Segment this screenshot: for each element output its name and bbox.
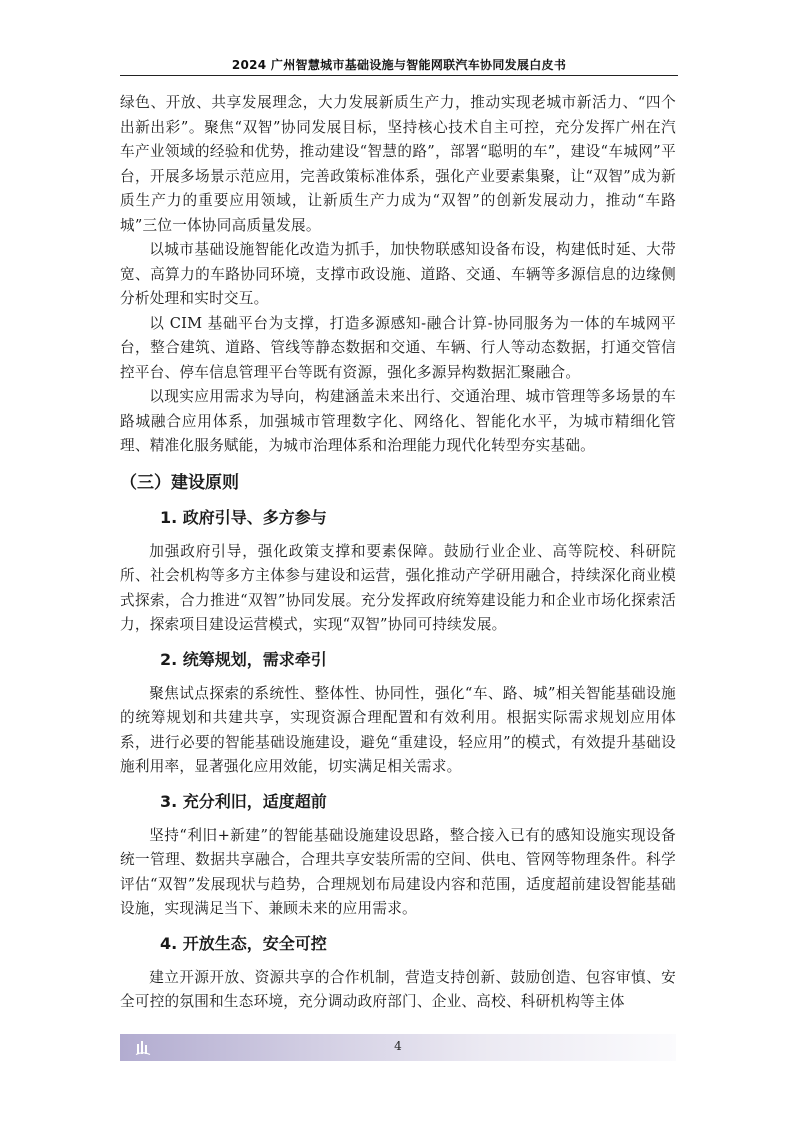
- body-paragraph: 以现实应用需求为导向，构建涵盖未来出行、交通治理、城市管理等多场景的车路城融合应用体系，加强城市管理数字化、网络化、智能化水平，为城市精细化管理、精准化服务赋能，为城市治理体系和治理能力现代化转型夯实基础。: [120, 388, 676, 454]
- principle-heading-3: 3. 充分利旧，适度超前: [160, 791, 327, 811]
- page-content: [120, 91, 676, 1015]
- body-paragraph: 绿色、开放、共享发展理念，大力发展新质生产力，推动实现老城市新活力、“四个出新出彩”。聚焦“双智”协同发展目标，坚持核心技术自主可控，充分发挥广州在汽车产业领域的经验和优势，推动建设“智慧的路”，部署“聪明的车”，建设“车城网”平台，开展多场景示范应用，完善政策标准体系，强化产业要素集聚，让“双智”成为新质生产力的重要应用领域，让新质生产力成为“双智”的创新发展动力，推动“车路城”三位一体协同高质量发展。: [120, 94, 676, 234]
- principle-heading-2: 2. 统筹规划，需求牵引: [160, 649, 327, 669]
- body-paragraph: 以 CIM 基础平台为支撑，打造多源感知-融合计算-协同服务为一体的车城网平台，整合建筑、道路、管线等静态数据和交通、车辆、行人等动态数据，打通交管信控平台、停车信息管理平台等既有资源，强化多源异构数据汇聚融合。: [120, 314, 676, 381]
- footer-bar: [120, 1034, 676, 1061]
- header-divider: [120, 75, 678, 76]
- body-paragraph: 以城市基础设施智能化改造为抓手，加快物联感知设备布设，构建低时延、大带宽、高算力的车路协同环境，支撑市政设施、道路、交通、车辆等多源信息的边缘侧分析处理和实时交互。: [120, 241, 676, 307]
- principle-text-1: 加强政府引导，强化政策支撑和要素保障。鼓励行业企业、高等院校、科研院所、社会机构等多方主体参与建设和运营，强化推动产学研用融合，持续深化商业模式探索，合力推进“双智”协同发展。充分发挥政府统筹建设能力和企业市场化探索活力，探索项目建设运营模式，实现“双智”协同可持续发展。: [120, 542, 676, 633]
- principle-heading-1: 1. 政府引导、多方参与: [160, 507, 327, 527]
- principle-text-3: 坚持“利旧+新建”的智能基础设施建设思路，整合接入已有的感知设施实现设备统一管理、数据共享融合，合理共享安装所需的空间、供电、管网等物理条件。科学评估“双智”发展现状与趋势，合理规划布局建设内容和范围，适度超前建设智能基础设施，实现满足当下、兼顾未来的应用需求。: [120, 826, 676, 917]
- principle-text-2: 聚焦试点探索的系统性、整体性、协同性，强化“车、路、城”相关智能基础设施的统筹规划和共建共享，实现资源合理配置和有效利用。根据实际需求规划应用体系，进行必要的智能基础设施建设，避免“重建设，轻应用”的模式，有效提升基础设施利用率，显著强化应用效能，切实满足相关需求。: [120, 684, 676, 775]
- section-heading: （三）建设原则: [120, 472, 239, 493]
- running-header: 2024 广州智慧城市基础设施与智能网联汽车协同发展白皮书: [231, 58, 567, 72]
- principle-heading-4: 4. 开放生态，安全可控: [160, 933, 327, 953]
- principle-text-4: 建立开源开放、资源共享的合作机制，营造支持创新、鼓励创造、包容审慎、安全可控的氛围和生态环境，充分调动政府部门、企业、高校、科研机构等主体: [120, 968, 676, 1010]
- page-number: 4: [394, 1039, 402, 1053]
